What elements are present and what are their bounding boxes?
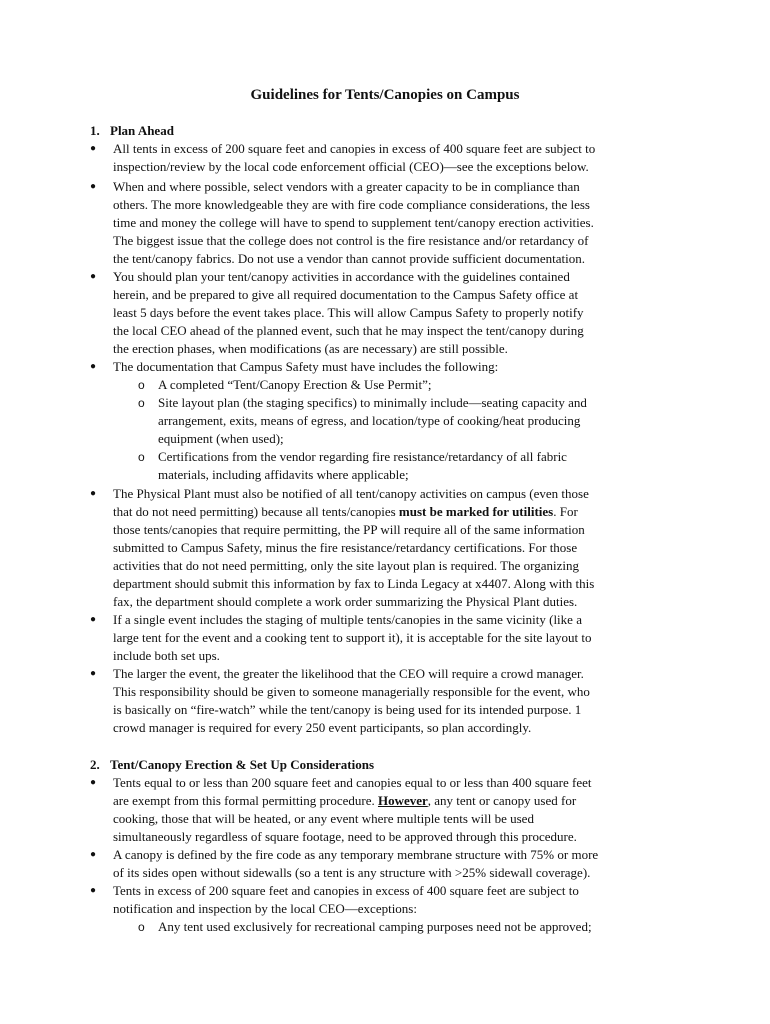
bullet-item: ● Tents equal to or less than 200 square feet and canopies equal to or less than 400 square feet are exempt from this formal permitting procedure. However, any tent or canopy used for cooking, those that will be heated, or any event where multiple tents will be used simultaneously regardless of square footage, need to be approved through this procedure. (90, 775, 592, 844)
bullet-icon: ● (90, 849, 97, 860)
emphasis-text: must be marked for utilities (398, 504, 554, 519)
circle-bullet-icon: o (138, 920, 145, 934)
sub-bullet-item: o Site layout plan (the staging specifics) to minimally include—seating capacity and arrangement, exits, means of egress, and location/type of cooking/heat producing equipment (when used); (138, 395, 587, 446)
bullet-item: ● You should plan your tent/canopy activities in accordance with the guidelines contained herein, and be prepared to give all required documentation to the Campus Safety office at least 5 days before the event takes place. This will allow Campus Safety to properly notify the local CEO ahead of the planned event, such that he may inspect the tent/canopy during the erection phases, when modifications (as are necessary) are still possible. (90, 269, 584, 356)
bullet-item: ● If a single event includes the staging of multiple tents/canopies in the same vicinity (like a large tent for the event and a cooking tent to support it), it is acceptable for the site layout to include both set ups. (90, 612, 592, 663)
bullet-icon: ● (90, 885, 97, 896)
bullet-item: ● A canopy is defined by the fire code as any temporary membrane structure with 75% or more of its sides open without sidewalls (so a tent is any structure with >25% sidewall coverage). (90, 847, 599, 880)
sub-bullet-item: o Certifications from the vendor regarding fire resistance/retardancy of all fabric materials, including affidavits where applicable; (138, 449, 567, 482)
bullet-icon: ● (90, 668, 97, 679)
bullet-icon: ● (90, 181, 97, 192)
bullet-icon: ● (90, 777, 97, 788)
section-2-heading (90, 756, 374, 774)
section-1-heading (90, 122, 174, 140)
bullet-icon: ● (90, 488, 97, 499)
bullet-item: ● The Physical Plant must also be notified of all tent/canopy activities on campus (even those that do not need permitting) because all tents/canopies must be marked for utilities. For those tents/canopies that require permitting, the PP will require all of the same information submitted to Campus Safety, minus the fire resistance/retardancy certifications. For those activities that do not need permitting, only the site layout plan is required. The organizing department should submit this information by fax to Linda Legacy at x4407. Along with this fax, the department should complete a work order summarizing the Physical Plant duties. (90, 486, 595, 609)
emphasis-text: However (377, 793, 428, 808)
sub-bullet-item: o Any tent used exclusively for recreational camping purposes need not be approved; (138, 919, 592, 934)
bullet-item: ● All tents in excess of 200 square feet and canopies in excess of 400 square feet are subject to inspection/review by the local code enforcement official (CEO)—see the exceptions below. (90, 141, 596, 174)
bullet-icon: ● (90, 614, 97, 625)
circle-bullet-icon: o (138, 396, 145, 410)
bullet-icon: ● (90, 143, 97, 154)
section-title: Tent/Canopy Erection & Set Up Considerations (110, 757, 374, 772)
document-title: Guidelines for Tents/Canopies on Campus (250, 87, 520, 103)
bullet-icon: ● (90, 271, 97, 282)
section-number: 1. (90, 123, 100, 138)
section-number: 2. (90, 757, 100, 772)
bullet-item: ● The larger the event, the greater the likelihood that the CEO will require a crowd manager. This responsibility should be given to someone managerially responsible for the event, who is basically on “fire-watch” while the tent/canopy is being used for its intended purpose. 1 crowd manager is required for every 250 event participants, so plan accordingly. (90, 666, 590, 735)
bullet-item: ● When and where possible, select vendors with a greater capacity to be in compliance than others. The more knowledgeable they are with fire code compliance considerations, the less time and money the college will have to spend to supplement tent/canopy erection activities. The biggest issue that the college does not control is the fire resistance and/or retardancy of the tent/canopy fabrics. Do not use a vendor than cannot provide sufficient documentation. (90, 179, 594, 266)
circle-bullet-icon: o (138, 378, 145, 392)
bullet-item: ● Tents in excess of 200 square feet and canopies in excess of 400 square feet are subject to notification and inspection by the local CEO—exceptions: (90, 883, 579, 916)
sub-bullet-item: o A completed “Tent/Canopy Erection & Use Permit”; (138, 377, 432, 392)
bullet-item: ● The documentation that Campus Safety must have includes the following: (90, 359, 499, 374)
section-title: Plan Ahead (110, 123, 174, 138)
circle-bullet-icon: o (138, 450, 145, 464)
bullet-icon: ● (90, 361, 97, 372)
